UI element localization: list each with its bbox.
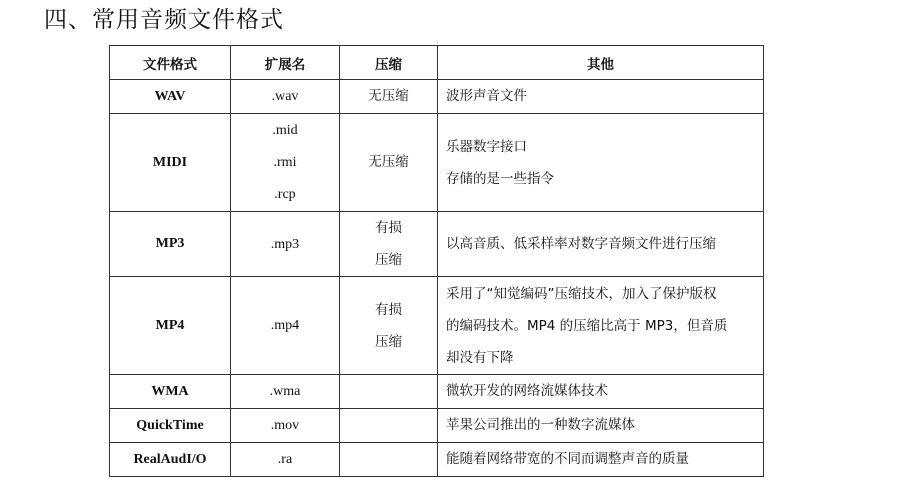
other-cell: 采用了“知觉编码”压缩技术，加入了保护版权 的编码技术。MP4 的压缩比高于 MP3，但音质 却没有下降 (438, 277, 764, 375)
extension-cell: .wma (231, 375, 340, 409)
extension-cell: .mov (231, 409, 340, 443)
table-row (110, 443, 764, 477)
format-cell: WAV (110, 80, 231, 114)
other-cell: 微软开发的网络流媒体技术 (438, 375, 764, 409)
compression-cell: 有损 压缩 (340, 212, 438, 277)
table-row (110, 114, 764, 212)
table-row (110, 409, 764, 443)
other-cell: 苹果公司推出的一种数字流媒体 (438, 409, 764, 443)
table-row (110, 212, 764, 277)
header-compression: 压缩 (340, 46, 438, 80)
other-cell: 以高音质、低采样率对数字音频文件进行压缩 (438, 212, 764, 277)
extension-cell: .wav (231, 80, 340, 114)
audio-format-table (109, 45, 764, 477)
header-format: 文件格式 (110, 46, 231, 80)
table-header-row (110, 46, 764, 80)
compression-cell: 无压缩 (340, 80, 438, 114)
compression-cell (340, 443, 438, 477)
format-cell: QuickTime (110, 409, 231, 443)
compression-cell: 有损 压缩 (340, 277, 438, 375)
table-row (110, 375, 764, 409)
format-cell: MP3 (110, 212, 231, 277)
compression-cell (340, 409, 438, 443)
other-cell: 波形声音文件 (438, 80, 764, 114)
extension-cell: .ra (231, 443, 340, 477)
table-row (110, 80, 764, 114)
format-cell: RealAudI/O (110, 443, 231, 477)
extension-cell: .mid .rmi .rcp (231, 114, 340, 212)
format-cell: MP4 (110, 277, 231, 375)
extension-cell: .mp3 (231, 212, 340, 277)
page-title: 四、常用音频文件格式 (44, 7, 284, 33)
format-cell: MIDI (110, 114, 231, 212)
other-cell: 能随着网络带宽的不同而调整声音的质量 (438, 443, 764, 477)
table-row (110, 277, 764, 375)
header-extension: 扩展名 (231, 46, 340, 80)
other-cell: 乐器数字接口 存储的是一些指令 (438, 114, 764, 212)
compression-cell (340, 375, 438, 409)
compression-cell: 无压缩 (340, 114, 438, 212)
extension-cell: .mp4 (231, 277, 340, 375)
format-cell: WMA (110, 375, 231, 409)
header-other: 其他 (438, 46, 764, 80)
